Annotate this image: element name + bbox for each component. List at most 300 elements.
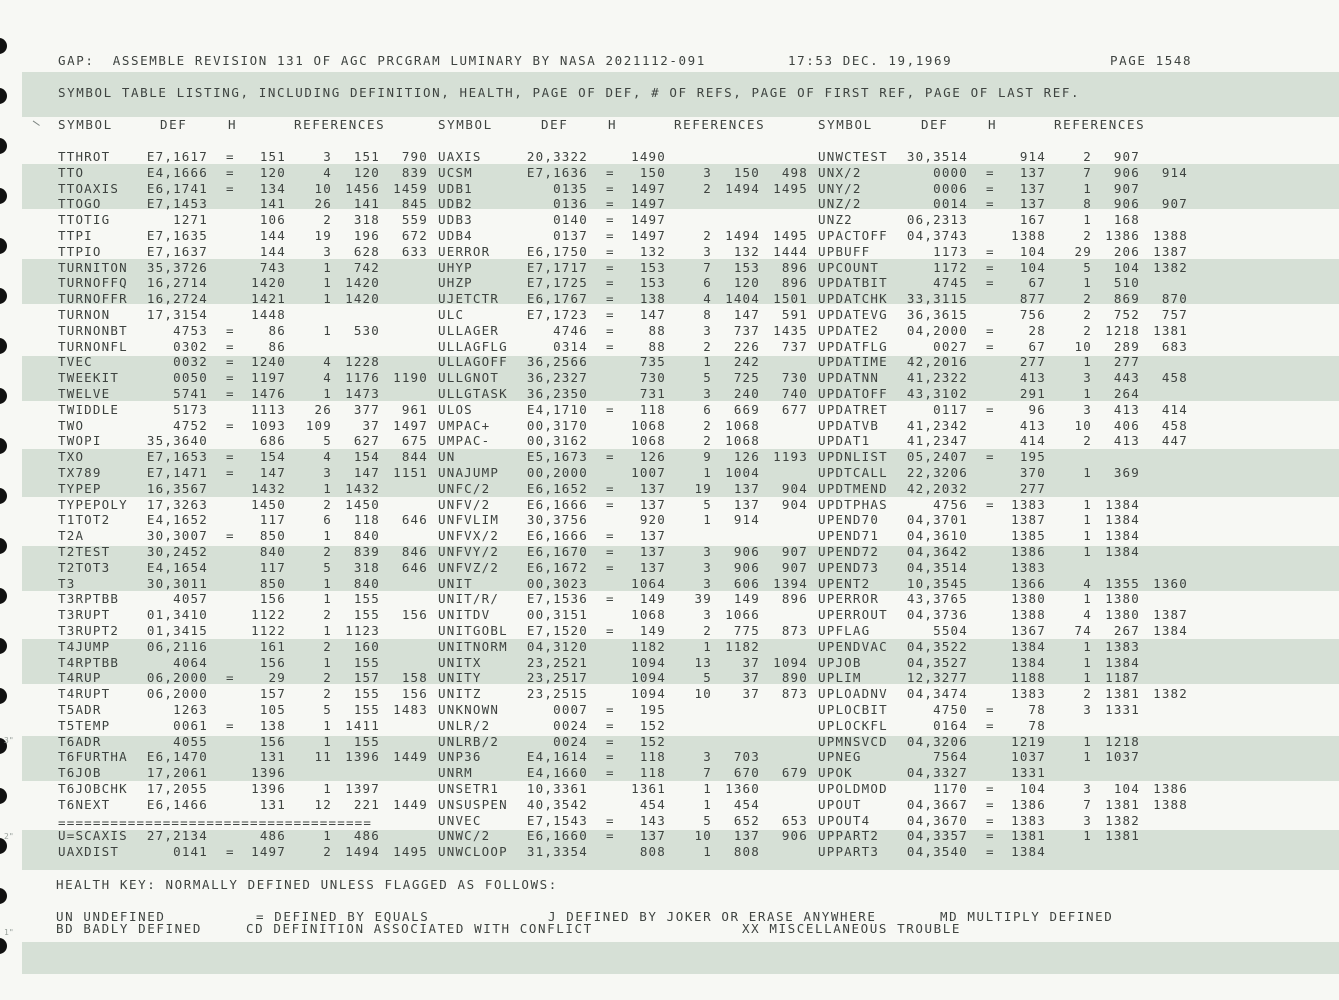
cell-first-ref: 742 <box>353 259 380 275</box>
cell-def: 01,3415 <box>146 623 208 638</box>
cell-refcount: 3 <box>323 149 332 164</box>
cell-first-ref: 1494 <box>345 844 380 860</box>
table-row <box>0 308 1339 324</box>
cell-def: 42,2032 <box>906 480 968 496</box>
cell-symbol: UPLOCBIT <box>818 702 888 717</box>
table-row <box>0 150 1339 166</box>
cell-symbol: UNRM <box>438 765 473 781</box>
cell-first-ref: 628 <box>353 243 380 259</box>
col-health: H <box>608 117 618 132</box>
cell-def: E6,1741 <box>146 180 208 196</box>
cell-def: E6,1660 <box>526 828 588 844</box>
cell-refcount: 1 <box>1083 212 1092 228</box>
cell-symbol: UPDTPHAS <box>818 496 888 512</box>
cell-page: 167 <box>1019 212 1046 228</box>
cell-symbol: UPDATOFF <box>818 386 888 401</box>
cell-last-ref: 1094 <box>773 654 808 670</box>
cell-page: 1497 <box>631 196 666 212</box>
cell-last-ref: 1193 <box>773 449 808 465</box>
cell-refcount: 2 <box>323 212 332 228</box>
cell-first-ref: 1411 <box>345 717 380 733</box>
cell-symbol: UDB4 <box>438 228 473 243</box>
cell-last-ref: 914 <box>1161 164 1188 180</box>
cell-page: 1381 <box>1011 828 1046 844</box>
cell-refcount: 3 <box>1083 401 1092 417</box>
cell-def: 0141 <box>173 844 208 860</box>
cell-first-ref: 486 <box>353 828 380 844</box>
cell-first-ref: 132 <box>733 243 760 259</box>
cell-symbol: TVEC <box>58 354 93 370</box>
cell-health: = <box>606 228 615 243</box>
cell-last-ref: 679 <box>781 765 808 781</box>
cell-health: = <box>226 338 235 354</box>
cell-refcount: 1 <box>1083 465 1092 480</box>
cell-page: 149 <box>639 591 666 607</box>
cell-symbol: UNP36 <box>438 749 482 765</box>
cell-symbol: T2A <box>58 528 85 544</box>
table-row <box>0 829 1339 845</box>
cell-first-ref: 413 <box>1113 433 1140 449</box>
cell-symbol: T1TOT2 <box>58 512 111 528</box>
cell-symbol: TTOAXIS <box>58 180 120 196</box>
cell-first-ref: 839 <box>353 544 380 559</box>
cell-refcount: 4 <box>323 449 332 465</box>
cell-first-ref: 37 <box>742 686 760 702</box>
cell-first-ref: 1218 <box>1105 733 1140 749</box>
table-row <box>0 640 1339 656</box>
cell-page: 154 <box>259 449 286 465</box>
cell-health: = <box>606 180 615 196</box>
cell-page: 67 <box>1028 338 1046 354</box>
cell-first-ref: 1176 <box>345 370 380 386</box>
cell-symbol: UPDATE2 <box>818 322 880 338</box>
cell-def: E7,1471 <box>146 465 208 480</box>
cell-refcount: 2 <box>1083 322 1092 338</box>
cell-page: 731 <box>639 386 666 401</box>
cell-page: 137 <box>1019 196 1046 212</box>
cell-def: E6,1767 <box>526 291 588 307</box>
cell-def: 04,3527 <box>906 654 968 670</box>
cell-def: 20,3322 <box>526 149 588 164</box>
cell-def: 05,2407 <box>906 449 968 465</box>
cell-refcount: 3 <box>703 607 712 623</box>
cell-first-ref: 1386 <box>1105 228 1140 243</box>
cell-first-ref: 737 <box>733 322 760 338</box>
cell-refcount: 1 <box>1083 354 1092 370</box>
table-row <box>0 798 1339 814</box>
cell-last-ref: 790 <box>401 149 428 164</box>
cell-refcount: 1 <box>323 575 332 591</box>
cell-last-ref: 1151 <box>393 465 428 480</box>
cell-symbol: TXO <box>58 449 85 465</box>
cell-page: 1188 <box>1011 670 1046 686</box>
cell-refcount: 1 <box>323 291 332 307</box>
cell-def: 5173 <box>173 401 208 417</box>
cell-page: 156 <box>259 733 286 749</box>
cell-page: 143 <box>639 812 666 828</box>
cell-def: 5741 <box>173 386 208 401</box>
cell-first-ref: 1494 <box>725 228 760 243</box>
cell-symbol: UDB2 <box>438 196 473 212</box>
cell-health: = <box>606 812 615 828</box>
cell-first-ref: 1380 <box>1105 607 1140 623</box>
cell-refcount: 1 <box>1083 496 1092 512</box>
cell-first-ref: 155 <box>353 686 380 702</box>
cell-refcount: 1 <box>323 623 332 638</box>
cell-first-ref: 840 <box>353 575 380 591</box>
cell-last-ref: 591 <box>781 307 808 322</box>
cell-health: = <box>226 465 235 480</box>
cell-first-ref: 907 <box>1113 180 1140 196</box>
table-row <box>0 735 1339 751</box>
cell-def: 0135 <box>553 180 588 196</box>
cell-health: = <box>606 717 615 733</box>
table-row <box>0 213 1339 229</box>
cell-symbol: UPDATFLG <box>818 338 888 354</box>
cell-def: 0014 <box>933 196 968 212</box>
cell-symbol: UNSETR1 <box>438 781 500 796</box>
table-row <box>0 656 1339 672</box>
table-row <box>0 592 1339 608</box>
cell-health: = <box>986 243 995 259</box>
cell-def: 4745 <box>933 275 968 291</box>
cell-health: = <box>226 354 235 370</box>
cell-symbol: UNFVX/2 <box>438 528 500 544</box>
cell-refcount: 3 <box>1083 702 1092 717</box>
cell-symbol: UJETCTR <box>438 291 500 307</box>
cell-health: = <box>986 828 995 844</box>
cell-last-ref: 683 <box>1161 338 1188 354</box>
cell-def: 1263 <box>173 702 208 717</box>
cell-def: 41,2342 <box>906 417 968 433</box>
cell-def: 43,3765 <box>906 591 968 607</box>
cell-page: 152 <box>639 717 666 733</box>
cell-refcount: 3 <box>1083 781 1092 796</box>
table-row <box>0 513 1339 529</box>
cell-health: = <box>986 717 995 733</box>
cell-page: 138 <box>639 291 666 307</box>
cell-def: 0061 <box>173 717 208 733</box>
cell-refcount: 2 <box>323 844 332 860</box>
cell-page: 131 <box>259 796 286 812</box>
header-page-number: PAGE 1548 <box>1110 53 1193 68</box>
cell-last-ref: 1394 <box>773 575 808 591</box>
cell-page: 86 <box>268 338 286 354</box>
cell-refcount: 2 <box>703 228 712 243</box>
cell-def: 4756 <box>933 496 968 512</box>
cell-def: 0050 <box>173 370 208 386</box>
cell-health: = <box>606 765 615 781</box>
cell-page: 161 <box>259 638 286 654</box>
cell-symbol: T3 <box>58 575 76 591</box>
cell-first-ref: 1384 <box>1105 528 1140 544</box>
cell-page: 1490 <box>631 149 666 164</box>
cell-page: 1007 <box>631 465 666 480</box>
cell-refcount: 2 <box>323 544 332 559</box>
cell-refcount: 3 <box>703 322 712 338</box>
cell-last-ref: 458 <box>1161 417 1188 433</box>
cell-page: 29 <box>268 670 286 686</box>
cell-first-ref: 725 <box>733 370 760 386</box>
cell-page: 730 <box>639 370 666 386</box>
cell-health: = <box>986 496 995 512</box>
cell-def: 04,3610 <box>906 528 968 544</box>
cell-page: 1396 <box>251 765 286 781</box>
cell-first-ref: 1384 <box>1105 654 1140 670</box>
cell-def: 04,2000 <box>906 322 968 338</box>
cell-first-ref: 37 <box>742 670 760 686</box>
cell-health: = <box>986 164 995 180</box>
cell-refcount: 2 <box>1083 228 1092 243</box>
cell-def: E6,1670 <box>526 544 588 559</box>
cell-page: 1384 <box>1011 844 1046 860</box>
table-row <box>0 577 1339 593</box>
health-key-un: UN UNDEFINED <box>56 909 166 924</box>
table-row <box>0 245 1339 261</box>
cell-page: 1113 <box>251 401 286 417</box>
cell-last-ref: 559 <box>401 212 428 228</box>
cell-refcount: 13 <box>694 654 712 670</box>
table-row <box>0 340 1339 356</box>
cell-refcount: 2 <box>1083 686 1092 702</box>
cell-page: 147 <box>259 465 286 480</box>
cell-page: 1240 <box>251 354 286 370</box>
cell-symbol: TTO <box>58 164 85 180</box>
cell-first-ref: 118 <box>353 512 380 528</box>
cell-refcount: 3 <box>703 386 712 401</box>
cell-refcount: 1 <box>1083 591 1092 607</box>
cell-first-ref: 1123 <box>345 623 380 638</box>
cell-def: 06,2313 <box>906 212 968 228</box>
cell-first-ref: 1382 <box>1105 812 1140 828</box>
cell-symbol: TWEEKIT <box>58 370 120 386</box>
cell-symbol: UPOUT <box>818 796 862 812</box>
cell-def: 27,2134 <box>146 828 208 844</box>
cell-refcount: 1 <box>1083 654 1092 670</box>
cell-refcount: 19 <box>694 480 712 496</box>
cell-refcount: 5 <box>323 433 332 449</box>
cell-first-ref: 906 <box>1113 164 1140 180</box>
table-row <box>0 450 1339 466</box>
cell-refcount: 29 <box>1074 243 1092 259</box>
cell-health: = <box>986 275 995 291</box>
cell-def: E6,1666 <box>526 496 588 512</box>
cell-last-ref: 1190 <box>393 370 428 386</box>
cell-symbol: UPDTMEND <box>818 480 888 496</box>
cell-page: 850 <box>259 575 286 591</box>
cell-health: = <box>226 370 235 386</box>
cell-refcount: 3 <box>703 544 712 559</box>
health-key-title: HEALTH KEY: NORMALLY DEFINED UNLESS FLAGGED AS FOLLOWS: <box>56 877 558 892</box>
cell-page: 78 <box>1028 717 1046 733</box>
cell-def: 0140 <box>553 212 588 228</box>
cell-def: 35,3726 <box>146 259 208 275</box>
cell-refcount: 1 <box>323 591 332 607</box>
col-def: DEF <box>160 117 188 132</box>
cell-symbol: UNFV/2 <box>438 496 491 512</box>
cell-first-ref: 377 <box>353 401 380 417</box>
cell-symbol: TTOGO <box>58 196 102 212</box>
cell-refcount: 4 <box>323 164 332 180</box>
cell-first-ref: 153 <box>733 259 760 275</box>
cell-first-ref: 914 <box>733 512 760 528</box>
cell-page: 1122 <box>251 607 286 623</box>
cell-last-ref: 1388 <box>1153 228 1188 243</box>
cell-last-ref: 1384 <box>1153 623 1188 638</box>
cell-page: 1366 <box>1011 575 1046 591</box>
cell-first-ref: 840 <box>353 528 380 544</box>
cell-last-ref: 1483 <box>393 702 428 717</box>
cell-def: 04,3120 <box>526 638 588 654</box>
cell-symbol: TX789 <box>58 465 102 480</box>
cell-def: E7,1636 <box>526 164 588 180</box>
cell-refcount: 1 <box>1083 544 1092 559</box>
cell-symbol: T4RUPT <box>58 686 111 702</box>
cell-symbol: UHZP <box>438 275 473 291</box>
cell-first-ref: 1004 <box>725 465 760 480</box>
cell-def: 17,2055 <box>146 781 208 796</box>
cell-symbol: UNY/2 <box>818 180 862 196</box>
cell-health: = <box>606 275 615 291</box>
cell-last-ref: 907 <box>1161 196 1188 212</box>
cell-first-ref: 37 <box>362 417 380 433</box>
cell-symbol: TURNITON <box>58 259 128 275</box>
cell-health: = <box>606 591 615 607</box>
pencil-tick-mark <box>28 121 40 133</box>
cell-symbol: UPMNSVCD <box>818 733 888 749</box>
cell-symbol: UPERROR <box>818 591 880 607</box>
cell-symbol: TTHROT <box>58 149 111 164</box>
cell-def: E6,1470 <box>146 749 208 765</box>
cell-page: 1182 <box>631 638 666 654</box>
cell-page: 1384 <box>1011 654 1046 670</box>
cell-symbol: UPFLAG <box>818 623 871 638</box>
cell-def: 36,2566 <box>526 354 588 370</box>
cell-def: 10,3545 <box>906 575 968 591</box>
cell-last-ref: 1382 <box>1153 259 1188 275</box>
cell-last-ref: 904 <box>781 480 808 496</box>
cell-refcount: 2 <box>323 496 332 512</box>
cell-def: 36,2350 <box>526 386 588 401</box>
cell-page: 137 <box>639 496 666 512</box>
cell-last-ref: 158 <box>401 670 428 686</box>
cell-symbol: UAXDIST <box>58 844 120 860</box>
cell-health: = <box>986 812 995 828</box>
cell-symbol: UPOUT4 <box>818 812 871 828</box>
cell-last-ref: 156 <box>401 686 428 702</box>
cell-first-ref: 137 <box>733 828 760 844</box>
cell-page: 1388 <box>1011 228 1046 243</box>
cell-def: 0027 <box>933 338 968 354</box>
cell-page: 134 <box>259 180 286 196</box>
cell-refcount: 1 <box>703 781 712 796</box>
cell-page: 137 <box>639 480 666 496</box>
cell-page: 1448 <box>251 307 286 322</box>
table-row <box>0 624 1339 640</box>
table-row <box>0 355 1339 371</box>
cell-last-ref: 1360 <box>1153 575 1188 591</box>
cell-first-ref: 907 <box>1113 149 1140 164</box>
cell-health: = <box>986 449 995 465</box>
cell-first-ref: 318 <box>353 212 380 228</box>
cell-refcount: 7 <box>703 259 712 275</box>
cell-symbol: ULLAGFLG <box>438 338 508 354</box>
cell-symbol: UPDATRET <box>818 401 888 417</box>
col-symbol: SYMBOL <box>818 117 873 132</box>
cell-page: 137 <box>639 528 666 544</box>
table-row <box>0 434 1339 450</box>
cell-refcount: 3 <box>703 749 712 765</box>
cell-def: 04,3743 <box>906 228 968 243</box>
cell-health: = <box>606 528 615 544</box>
cell-first-ref: 443 <box>1113 370 1140 386</box>
cell-last-ref: 1444 <box>773 243 808 259</box>
cell-first-ref: 318 <box>353 559 380 575</box>
health-key-joker: J DEFINED BY JOKER OR ERASE ANYWHERE <box>548 909 877 924</box>
cell-refcount: 10 <box>314 180 332 196</box>
cell-page: 1367 <box>1011 623 1046 638</box>
cell-refcount: 1 <box>1083 733 1092 749</box>
cell-page: 920 <box>639 512 666 528</box>
cell-page: 413 <box>1019 417 1046 433</box>
table-row <box>0 229 1339 245</box>
cell-def: 17,3263 <box>146 496 208 512</box>
table-row <box>0 324 1339 340</box>
cell-symbol: TTPIO <box>58 243 102 259</box>
cell-first-ref: 126 <box>733 449 760 465</box>
cell-def: E4,1652 <box>146 512 208 528</box>
cell-page: 153 <box>639 275 666 291</box>
cell-def: 0164 <box>933 717 968 733</box>
cell-first-ref: 240 <box>733 386 760 401</box>
cell-symbol: UCSM <box>438 164 473 180</box>
cell-page: 118 <box>639 765 666 781</box>
cell-first-ref: 149 <box>733 591 760 607</box>
cell-page: 137 <box>639 559 666 575</box>
cell-refcount: 2 <box>1083 433 1092 449</box>
cell-page: 1497 <box>631 212 666 228</box>
cell-symbol: UNZ/2 <box>818 196 862 212</box>
cell-def: 04,3522 <box>906 638 968 654</box>
cell-def: E7,1717 <box>526 259 588 275</box>
cell-def: 30,3007 <box>146 528 208 544</box>
health-key-equals: = DEFINED BY EQUALS <box>256 909 430 924</box>
cell-page: 132 <box>639 243 666 259</box>
cell-page: 1420 <box>251 275 286 291</box>
cell-page: 138 <box>259 717 286 733</box>
cell-first-ref: 1432 <box>345 480 380 496</box>
cell-refcount: 10 <box>694 686 712 702</box>
cell-symbol: UNFC/2 <box>438 480 491 496</box>
cell-def: 4750 <box>933 702 968 717</box>
cell-first-ref: 242 <box>733 354 760 370</box>
cell-health: = <box>606 307 615 322</box>
cell-refcount: 3 <box>703 575 712 591</box>
cell-refcount: 10 <box>694 828 712 844</box>
cell-symbol: UPPART2 <box>818 828 880 844</box>
cell-def: E7,1653 <box>146 449 208 465</box>
cell-first-ref: 1380 <box>1105 591 1140 607</box>
cell-def: 4055 <box>173 733 208 749</box>
cell-first-ref: 1384 <box>1105 496 1140 512</box>
cell-first-ref: 120 <box>353 164 380 180</box>
cell-last-ref: 907 <box>781 559 808 575</box>
cell-symbol: T6FURTHA <box>58 749 128 765</box>
cell-refcount: 9 <box>703 449 712 465</box>
cell-refcount: 1 <box>323 259 332 275</box>
cell-first-ref: 775 <box>733 623 760 638</box>
cell-refcount: 6 <box>703 401 712 417</box>
